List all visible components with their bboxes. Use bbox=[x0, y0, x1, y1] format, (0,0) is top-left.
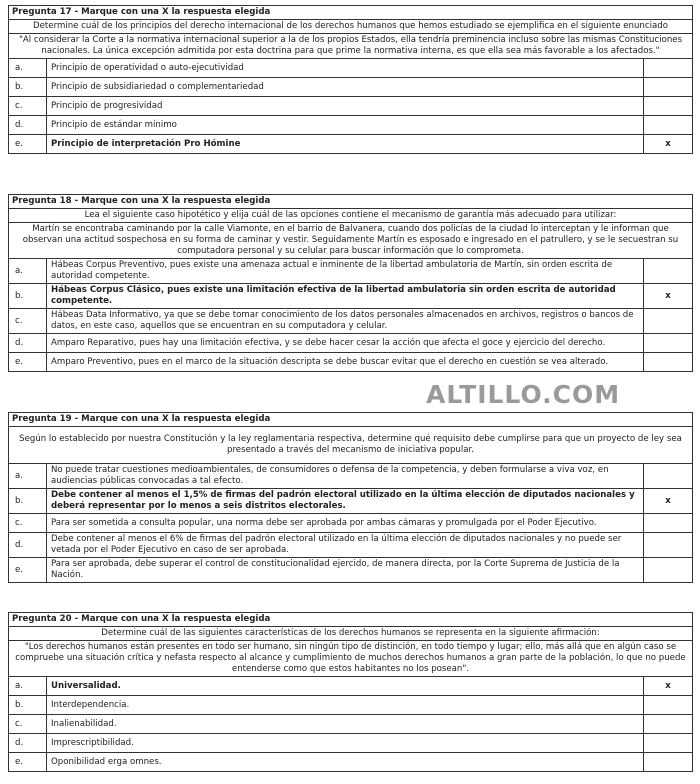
option-text: Para ser aprobada, debe superar el control de constitucionalidad ejercido, de manera directa, por la Corte Suprema de Justicia de la Nación. bbox=[47, 558, 644, 583]
answer-option-row[interactable] bbox=[9, 489, 693, 514]
option-text: Hábeas Corpus Preventivo, pues existe una amenaza actual e inminente de la libertad ambulatoria de Martín, sin orden escrita de autoridad competente. bbox=[47, 259, 644, 284]
answer-mark-cell[interactable] bbox=[644, 715, 693, 734]
answer-mark-cell[interactable]: x bbox=[644, 677, 693, 696]
answer-mark-cell[interactable]: x bbox=[644, 489, 693, 514]
answer-mark-cell[interactable] bbox=[644, 753, 693, 772]
answer-mark-cell[interactable] bbox=[644, 259, 693, 284]
option-letter: c. bbox=[9, 715, 47, 734]
answer-option-row[interactable] bbox=[9, 677, 693, 696]
option-text: No puede tratar cuestiones medioambientales, de consumidores o defensa de la competencia, y deben formularse a viva voz, en audiencias públicas convocadas a tal efecto. bbox=[47, 464, 644, 489]
option-letter: b. bbox=[9, 696, 47, 715]
answer-mark-cell[interactable] bbox=[644, 533, 693, 558]
question-header-row bbox=[9, 613, 693, 627]
question-q20-table bbox=[8, 612, 693, 772]
answer-option-row[interactable] bbox=[9, 734, 693, 753]
question-statement: "Al considerar la Corte a la normativa internacional superior a la de los propios Estados, ella tendría preminencia incluso sobre las mismas Constituciones nacionales. La única excepción admitida por esta doctrina para que prime la normativa interna, es que ella sea más favorable a los afectados." bbox=[9, 34, 693, 59]
answer-option-row[interactable] bbox=[9, 59, 693, 78]
option-letter: e. bbox=[9, 558, 47, 583]
answer-mark-cell[interactable]: x bbox=[644, 284, 693, 309]
answer-option-row[interactable] bbox=[9, 753, 693, 772]
option-text: Principio de interpretación Pro Hómine bbox=[47, 135, 644, 154]
option-letter: d. bbox=[9, 734, 47, 753]
answer-option-row[interactable] bbox=[9, 135, 693, 154]
option-text: Interdependencia. bbox=[47, 696, 644, 715]
question-q17-table bbox=[8, 5, 693, 154]
prompt-row bbox=[9, 20, 693, 34]
question-header: Pregunta 20 - Marque con una X la respuesta elegida bbox=[9, 613, 693, 627]
option-letter: d. bbox=[9, 533, 47, 558]
answer-option-row[interactable] bbox=[9, 259, 693, 284]
answer-mark-cell[interactable] bbox=[644, 334, 693, 353]
question-instruction: Lea el siguiente caso hipotético y elija cuál de las opciones contiene el mecanismo de garantía más adecuado para utilizar: bbox=[9, 209, 693, 223]
option-text: Amparo Preventivo, pues en el marco de la situación descripta se debe buscar evitar que el derecho en cuestión se vea alterado. bbox=[47, 353, 644, 372]
answer-mark-cell[interactable] bbox=[644, 514, 693, 533]
prompt-row bbox=[9, 641, 693, 677]
option-letter: c. bbox=[9, 97, 47, 116]
answer-mark-cell[interactable] bbox=[644, 464, 693, 489]
option-letter: c. bbox=[9, 309, 47, 334]
prompt-row bbox=[9, 34, 693, 59]
prompt-row bbox=[9, 223, 693, 259]
answer-option-row[interactable] bbox=[9, 533, 693, 558]
answer-mark-cell[interactable] bbox=[644, 309, 693, 334]
option-letter: e. bbox=[9, 135, 47, 154]
answer-mark-cell[interactable]: x bbox=[644, 135, 693, 154]
option-letter: b. bbox=[9, 489, 47, 514]
prompt-row bbox=[9, 209, 693, 223]
option-text: Universalidad. bbox=[47, 677, 644, 696]
option-text: Principio de estándar mínimo bbox=[47, 116, 644, 135]
option-letter: a. bbox=[9, 259, 47, 284]
question-header: Pregunta 18 - Marque con una X la respuesta elegida bbox=[9, 195, 693, 209]
answer-option-row[interactable] bbox=[9, 116, 693, 135]
question-q18-table bbox=[8, 194, 693, 372]
answer-option-row[interactable] bbox=[9, 558, 693, 583]
option-text: Debe contener al menos el 1,5% de firmas del padrón electoral utilizado en la última elección de diputados nacionales y deberá representar por lo menos a seis distritos electorales. bbox=[47, 489, 644, 514]
option-text: Amparo Reparativo, pues hay una limitación efectiva, y se debe hacer cesar la acción que afecta el goce y ejercicio del derecho. bbox=[47, 334, 644, 353]
option-text: Principio de subsidiariedad o complementariedad bbox=[47, 78, 644, 97]
option-text: Principio de operatividad o auto-ejecutividad bbox=[47, 59, 644, 78]
answer-mark-cell[interactable] bbox=[644, 78, 693, 97]
option-text: Hábeas Corpus Clásico, pues existe una limitación efectiva de la libertad ambulatoria sin orden escrita de autoridad competente. bbox=[47, 284, 644, 309]
answer-option-row[interactable] bbox=[9, 78, 693, 97]
question-statement: "Los derechos humanos están presentes en todo ser humano, sin ningún tipo de distinción, en todo tiempo y lugar; ello, más allá que en algún caso se compruebe una situación crítica y nefasta respecto al alcance y cumplimiento de muchos derechos humanos a gran parte de la población, lo que no puede entenderse como que estos habitantes no los posean". bbox=[9, 641, 693, 677]
option-letter: b. bbox=[9, 284, 47, 309]
question-header: Pregunta 17 - Marque con una X la respuesta elegida bbox=[9, 6, 693, 20]
prompt-row bbox=[9, 427, 693, 464]
answer-option-row[interactable] bbox=[9, 97, 693, 116]
answer-mark-cell[interactable] bbox=[644, 734, 693, 753]
answer-mark-cell[interactable] bbox=[644, 696, 693, 715]
option-letter: e. bbox=[9, 753, 47, 772]
answer-option-row[interactable] bbox=[9, 464, 693, 489]
option-letter: a. bbox=[9, 59, 47, 78]
answer-option-row[interactable] bbox=[9, 284, 693, 309]
question-instruction: Según lo establecido por nuestra Constitución y la ley reglamentaria respectiva, determine qué requisito debe cumplirse para que un proyecto de ley sea presentado a través del mecanismo de iniciativa popular. bbox=[9, 427, 693, 464]
answer-option-row[interactable] bbox=[9, 353, 693, 372]
question-header: Pregunta 19 - Marque con una X la respuesta elegida bbox=[9, 413, 693, 427]
answer-option-row[interactable] bbox=[9, 309, 693, 334]
answer-option-row[interactable] bbox=[9, 696, 693, 715]
answer-mark-cell[interactable] bbox=[644, 116, 693, 135]
answer-mark-cell[interactable] bbox=[644, 353, 693, 372]
option-text: Hábeas Data Informativo, ya que se debe tomar conocimiento de los datos personales almacenados en archivos, registros o bancos de datos, en este caso, aquellos que se encuentran en su computadora y celular. bbox=[47, 309, 644, 334]
option-letter: a. bbox=[9, 464, 47, 489]
watermark: ALTILLO.COM bbox=[426, 380, 621, 409]
question-instruction: Determine cuál de las siguientes características de los derechos humanos se representa en la siguiente afirmación: bbox=[9, 627, 693, 641]
answer-option-row[interactable] bbox=[9, 334, 693, 353]
prompt-row bbox=[9, 627, 693, 641]
option-letter: e. bbox=[9, 353, 47, 372]
option-text: Oponibilidad erga omnes. bbox=[47, 753, 644, 772]
answer-mark-cell[interactable] bbox=[644, 59, 693, 78]
answer-option-row[interactable] bbox=[9, 715, 693, 734]
option-letter: a. bbox=[9, 677, 47, 696]
answer-mark-cell[interactable] bbox=[644, 558, 693, 583]
option-text: Inalienabilidad. bbox=[47, 715, 644, 734]
option-text: Principio de progresividad bbox=[47, 97, 644, 116]
question-statement: Martín se encontraba caminando por la calle Viamonte, en el barrio de Balvanera, cuando dos policías de la ciudad lo interceptan y le informan que observan una actitud sospechosa en su forma de caminar y vestir. Seguidamente Martín es esposado e ingresado en el patrullero, y se le secuestran su computadora personal y su celular para buscar información que lo comprometa. bbox=[9, 223, 693, 259]
option-text: Debe contener al menos el 6% de firmas del padrón electoral utilizado en la última elección de diputados nacionales y no puede ser vetada por el Poder Ejecutivo en caso de ser aprobada. bbox=[47, 533, 644, 558]
question-header-row bbox=[9, 195, 693, 209]
answer-option-row[interactable] bbox=[9, 514, 693, 533]
question-header-row bbox=[9, 6, 693, 20]
question-header-row bbox=[9, 413, 693, 427]
option-letter: d. bbox=[9, 334, 47, 353]
question-q19-table bbox=[8, 412, 693, 583]
question-instruction: Determine cuál de los principios del derecho internacional de los derechos humanos que hemos estudiado se ejemplifica en el siguiente enunciado bbox=[9, 20, 693, 34]
option-letter: d. bbox=[9, 116, 47, 135]
answer-mark-cell[interactable] bbox=[644, 97, 693, 116]
option-text: Imprescriptibilidad. bbox=[47, 734, 644, 753]
option-text: Para ser sometida a consulta popular, una norma debe ser aprobada por ambas cámaras y promulgada por el Poder Ejecutivo. bbox=[47, 514, 644, 533]
option-letter: c. bbox=[9, 514, 47, 533]
option-letter: b. bbox=[9, 78, 47, 97]
